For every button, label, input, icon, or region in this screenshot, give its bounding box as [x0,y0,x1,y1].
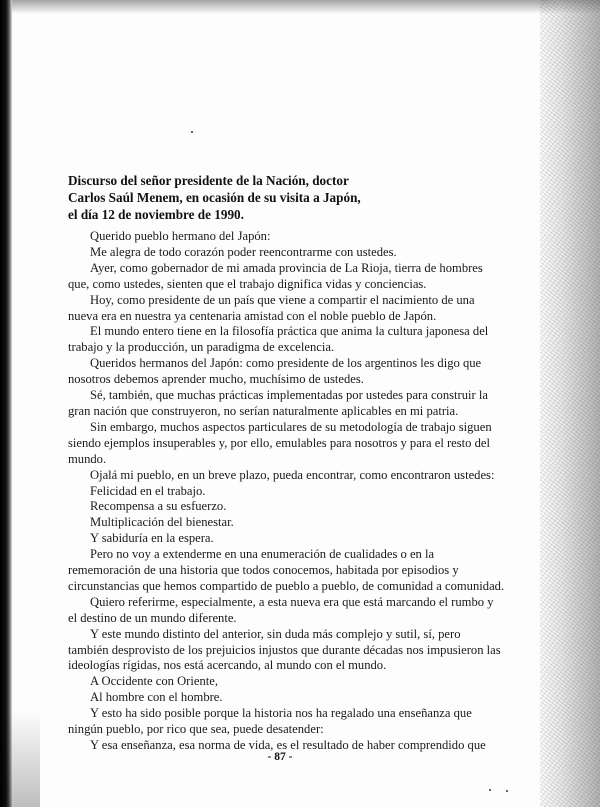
body-line: mundo. [68,451,107,466]
body-line: el destino de un mundo diferente. [68,610,237,625]
body-line: también desprovisto de los prejuicios injustos que durante décadas nos impusieron las [68,642,501,657]
body-line: nueva era en nuestra ya centenaria amistad con el noble pueblo de Japón. [68,308,437,323]
body-line: siendo ejemplos insuperables y, por ello, emulables para nosotros y para el resto del [68,435,491,450]
speech-heading [68,172,361,223]
body-line: Me alegra de todo corazón poder reencontrarme con ustedes. [90,244,397,259]
body-line: que, como ustedes, sienten que el trabajo dignifica vidas y conciencias. [68,276,427,291]
scan-top-shadow [0,0,600,14]
body-line: Y esa enseñanza, esa norma de vida, es el resultado de haber comprendido que [90,738,486,752]
scan-left-bottom-shadow [0,0,40,807]
speech-body [68,229,505,754]
body-line: ideologías rígidas, nos está acercando, al mundo con el mundo. [68,658,387,673]
page-number: - 87 - [267,751,293,763]
body-line: A Occidente con Oriente, [90,674,218,689]
body-line: Multiplicación del bienestar. [90,515,234,530]
body-line: Quiero referirme, especialmente, a esta nueva era que está marcando el rumbo y [90,594,494,609]
heading-line: el día 12 de noviembre de 1990. [68,207,244,222]
body-line: trabajo y la producción, un paradigma de excelencia. [68,340,335,355]
body-line: Y este mundo distinto del anterior, sin duda más complejo y sutil, sí, pero [90,626,461,641]
body-line: Ojalá mi pueblo, en un breve plazo, pueda encontrar, como encontraron ustedes: [90,467,495,482]
heading-line: Discurso del señor presidente de la Nación, doctor [68,173,349,188]
body-line: Queridos hermanos del Japón: como presidente de los argentinos les digo que [90,356,482,371]
body-line: nosotros debemos aprender mucho, muchísimo de ustedes. [68,372,364,387]
body-line: Pero no voy a extenderme en una enumeración de cualidades o en la [90,547,435,562]
body-line: circunstancias que hemos compartido de pueblo a pueblo, de comunidad a comunidad. [68,578,505,593]
body-line: Felicidad en el trabajo. [90,483,206,498]
body-line: Y esto ha sido posible porque la historia nos ha regalado una enseñanza que [90,706,472,721]
body-line: Y sabiduría en la espera. [90,531,214,546]
body-line: ningún pueblo, por rico que sea, puede desatender: [68,722,324,737]
body-line: Ayer, como gobernador de mi amada provincia de La Rioja, tierra de hombres [90,260,483,275]
body-line: Sin embargo, muchos aspectos particulares de su metodología de trabajo siguen [90,419,492,434]
body-line: Recompensa a su esfuerzo. [90,499,227,514]
scan-right-noise-edge [540,0,600,807]
body-line: El mundo entero tiene en la filosofía práctica que anima la cultura japonesa del [90,324,489,339]
body-line: Sé, también, que muchas prácticas implementadas por ustedes para construir la [90,388,488,403]
scan-speck [506,790,508,792]
body-line: rememoración de una historia que todos conocemos, habitada por episodios y [68,563,459,578]
scan-speck [191,131,193,133]
scan-speck [489,789,491,791]
heading-line: Carlos Saúl Menem, en ocasión de su visita a Japón, [68,190,361,205]
body-line: Al hombre con el hombre. [90,690,223,705]
body-line: Hoy, como presidente de un país que viene a compartir el nacimiento de una [90,292,475,307]
body-line: gran nación que construyeron, no serían naturalmente aplicables en mi patria. [68,403,459,418]
body-line: Querido pueblo hermano del Japón: [90,229,271,243]
